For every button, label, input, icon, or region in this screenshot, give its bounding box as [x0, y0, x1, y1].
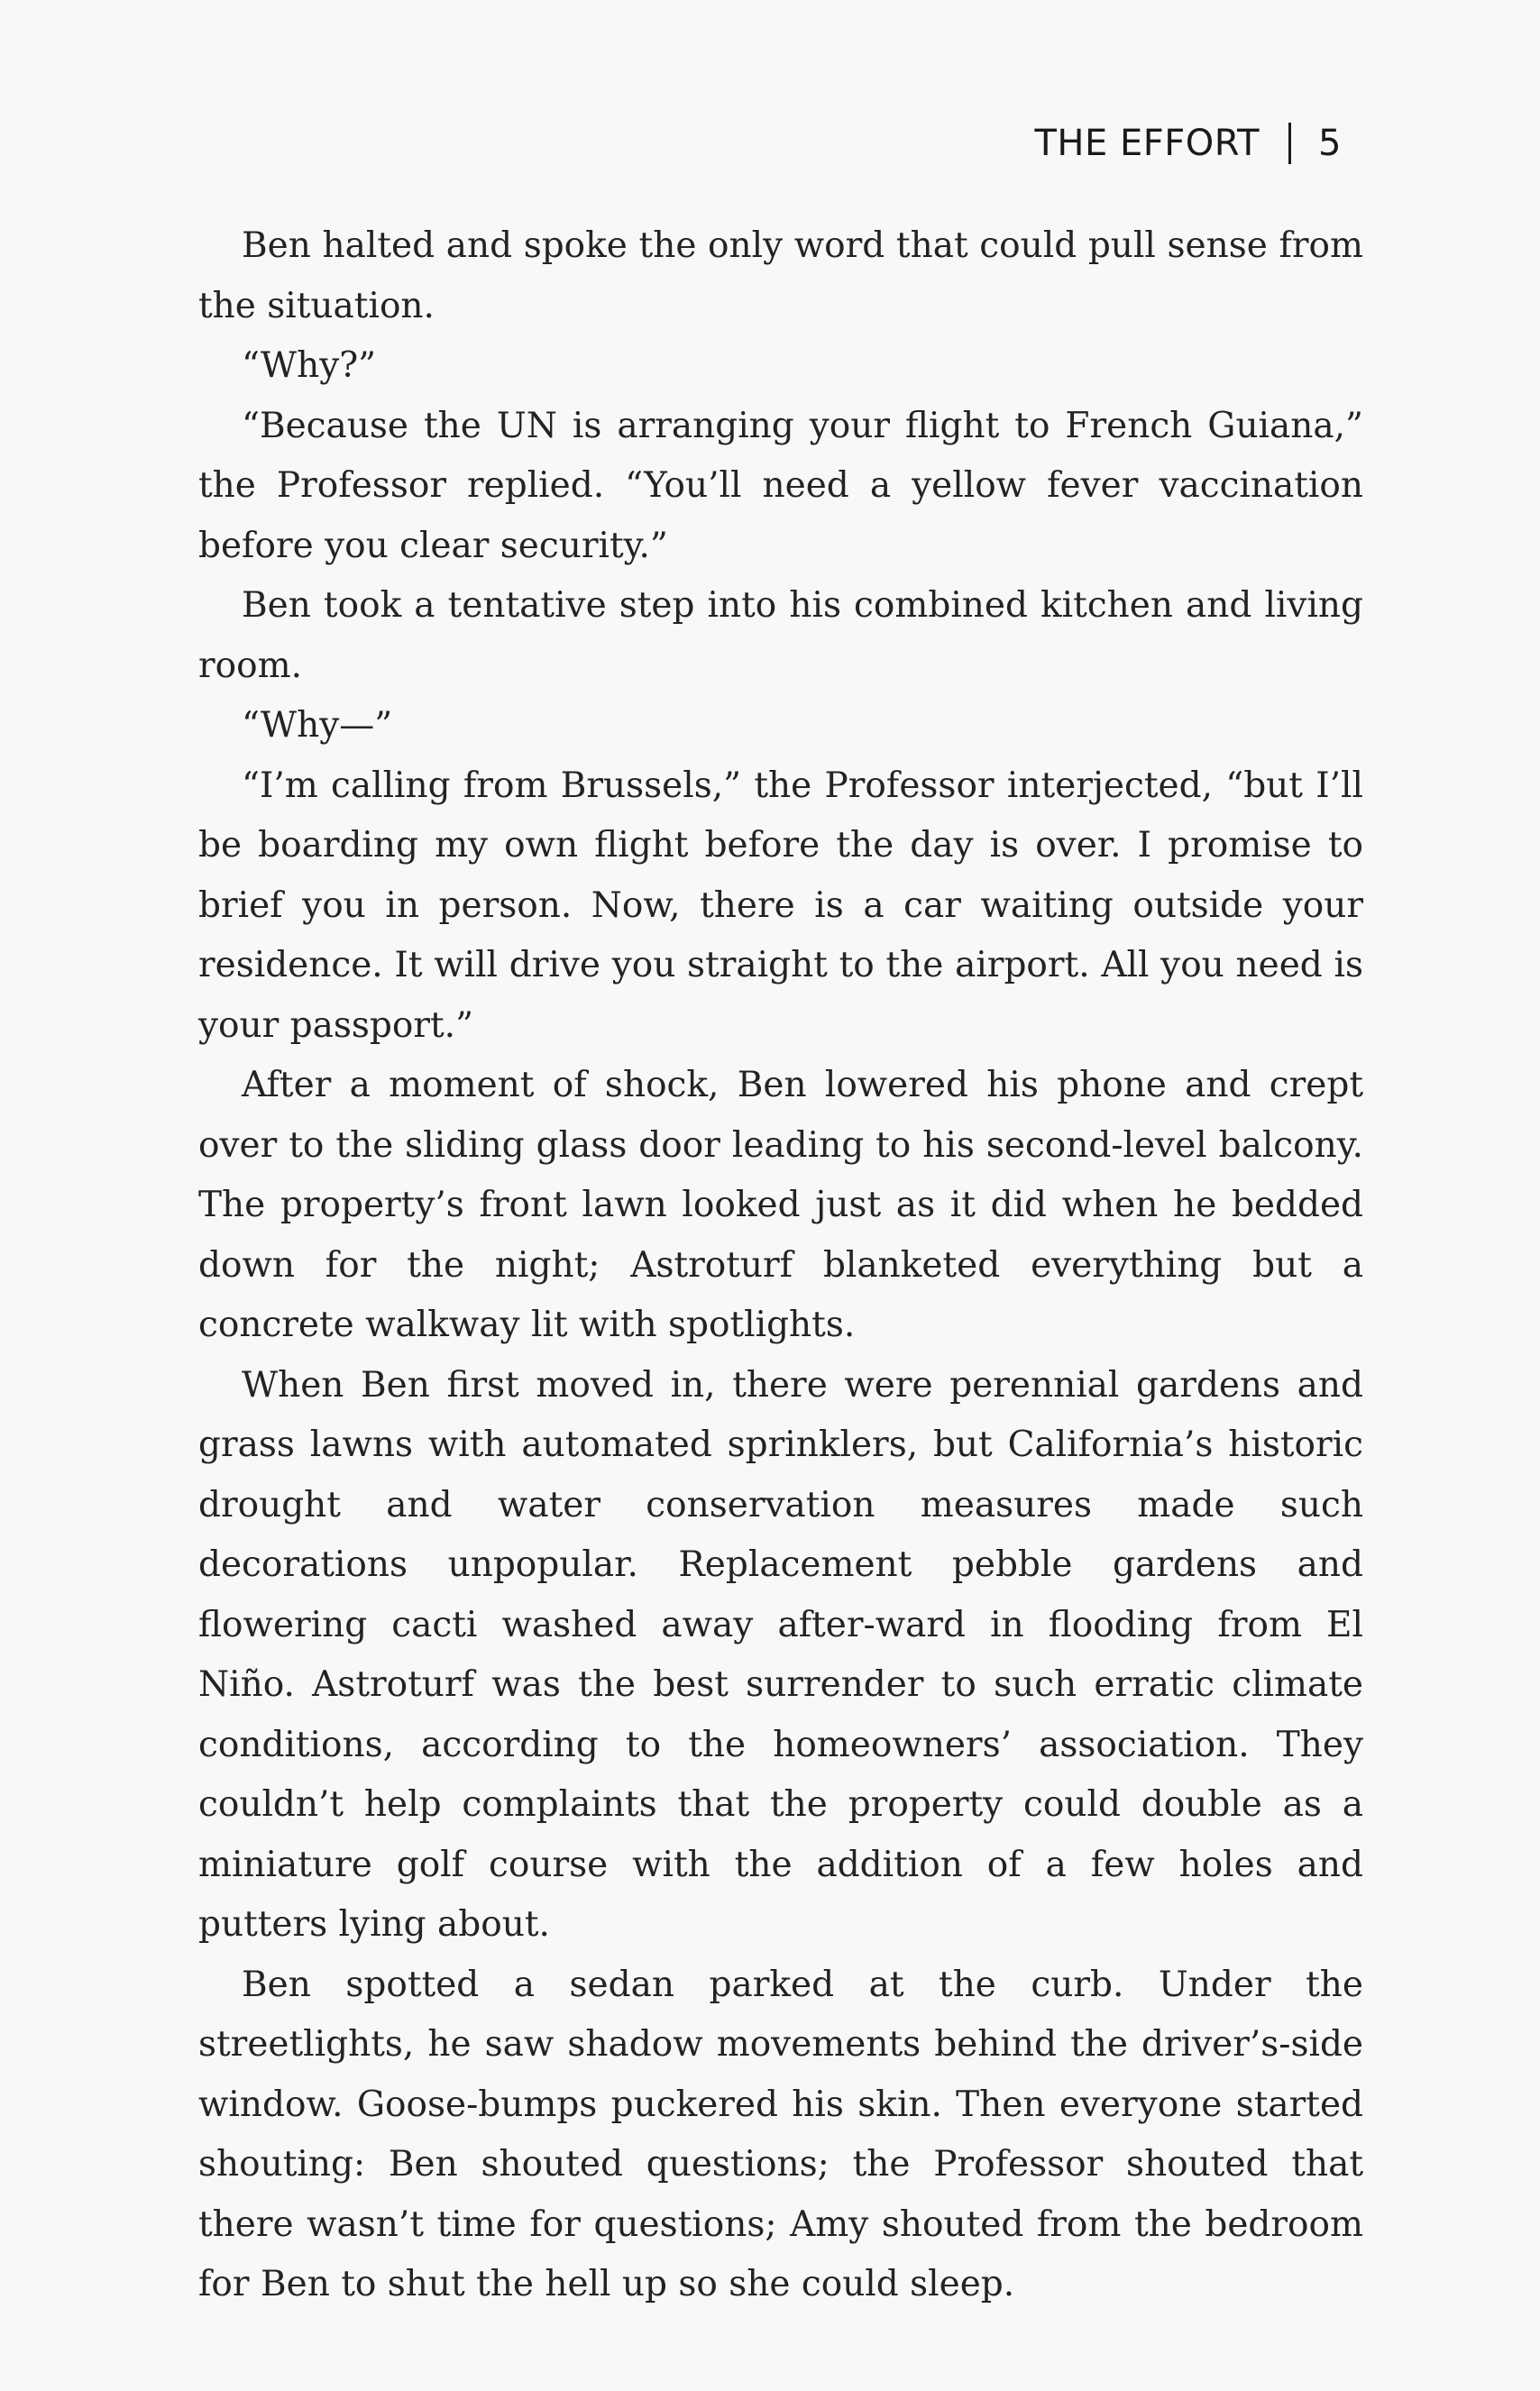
- paragraph: Ben spotted a sedan parked at the curb. Under the streetlights, he saw shadow movements behind the driver’s-side window. Goose-bumps puckered his skin. Then everyone started shouting: Ben shouted questions; the Professor shouted that there wasn’t time for questions; Amy shouted from the bedroom for Ben to shut the hell up so she could sleep.: [198, 1964, 1363, 2304]
- running-head-divider: [1288, 123, 1291, 164]
- running-head: [1034, 123, 1342, 164]
- page-number: 5: [1318, 123, 1342, 164]
- paragraph: Ben halted and spoke the only word that could pull sense from the situation.: [198, 225, 1363, 326]
- paragraph: “Why—”: [242, 705, 393, 746]
- paragraph: “Why?”: [242, 345, 377, 386]
- paragraph: Ben took a tentative step into his combined kitchen and living room.: [198, 585, 1363, 686]
- running-head-title: THE EFFORT: [1034, 123, 1260, 164]
- paragraph: After a moment of shock, Ben lowered his phone and crept over to the sliding glass door leading to his second-level balcony. The property’s front lawn looked just as it did when he bedded down for the night; Astroturf blanketed everything but a concrete walkway lit with spotlights.: [198, 1065, 1363, 1345]
- paragraph: “Because the UN is arranging your flight to French Guiana,” the Professor replied. “You’ll need a yellow fever vaccination before you clear security.”: [198, 405, 1363, 566]
- paragraph: “I’m calling from Brussels,” the Professor interjected, “but I’ll be boarding my own flight before the day is over. I promise to brief you in person. Now, there is a car waiting outside your residence. It will drive you straight to the airport. All you need is your passport.”: [198, 765, 1363, 1046]
- body-text: [198, 216, 1363, 2315]
- paragraph: When Ben first moved in, there were perennial gardens and grass lawns with automated sprinklers, but California’s historic drought and water conservation measures made such decorations unpopular. Replacement pebble gardens and flowering cacti washed away after-ward in flooding from El Niño. Astroturf was the best surrender to such erratic climate conditions, according to the homeowners’ association. They couldn’t help complaints that the property could double as a miniature golf course with the addition of a few holes and putters lying about.: [198, 1364, 1363, 1945]
